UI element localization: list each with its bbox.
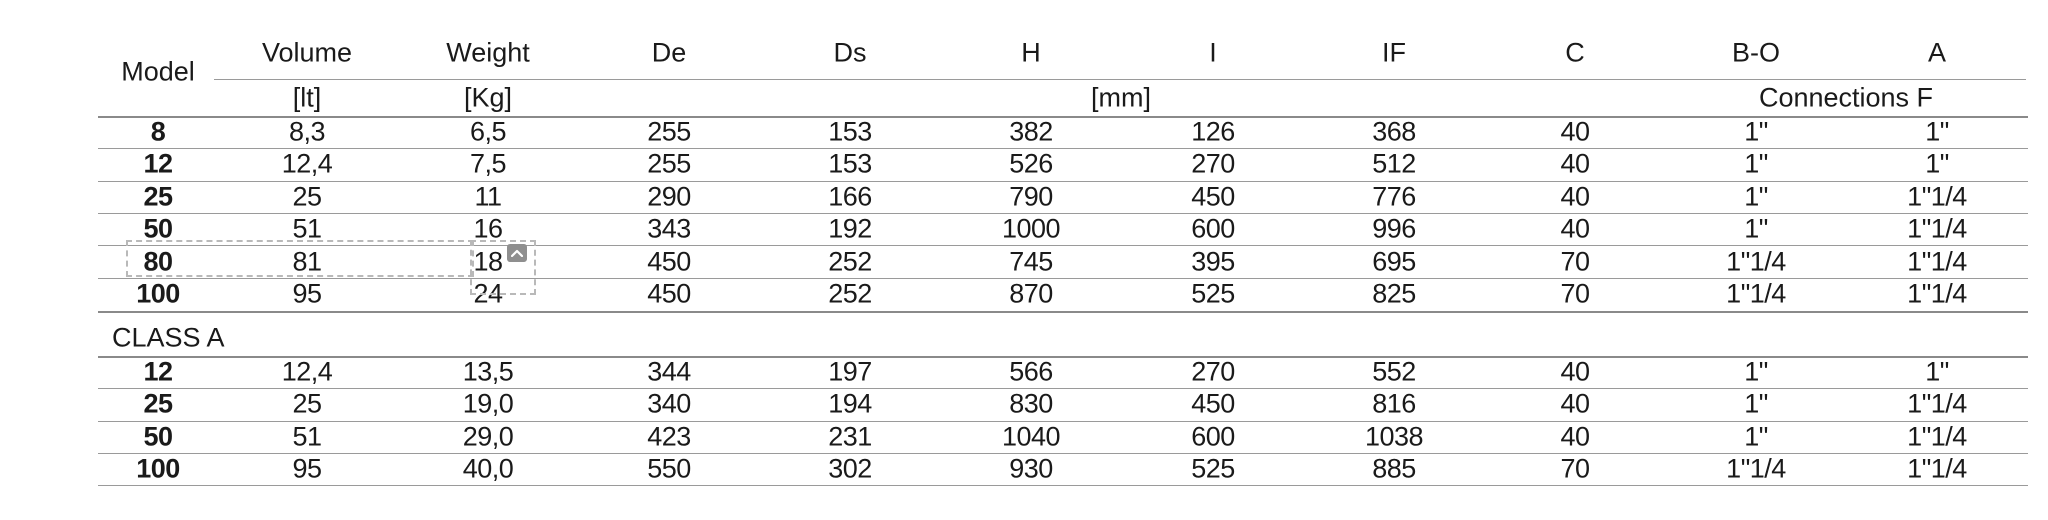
cell-model: 25 xyxy=(143,181,173,212)
cell-i: 126 xyxy=(1191,116,1235,147)
cell-c: 70 xyxy=(1560,246,1590,277)
row-divider xyxy=(98,388,2028,389)
cell-volume: 12,4 xyxy=(281,356,333,387)
cell-ds: 166 xyxy=(828,181,872,212)
header-ds: Ds xyxy=(833,37,867,68)
cell-volume: 25 xyxy=(292,181,322,212)
cell-de: 255 xyxy=(647,148,691,179)
cell-i: 270 xyxy=(1191,148,1235,179)
cell-model: 8 xyxy=(150,116,166,147)
class-a-label: CLASS A xyxy=(112,322,225,353)
cell-de: 290 xyxy=(647,181,691,212)
cell-if: 368 xyxy=(1372,116,1416,147)
cell-if: 816 xyxy=(1372,388,1416,419)
cell-i: 600 xyxy=(1191,213,1235,244)
cell-if: 776 xyxy=(1372,181,1416,212)
cell-if: 996 xyxy=(1372,213,1416,244)
cell-b-o: 1"1/4 xyxy=(1726,453,1786,484)
header-b-o: B-O xyxy=(1731,37,1781,68)
cell-a: 1"1/4 xyxy=(1907,421,1967,452)
header-c: C xyxy=(1565,37,1585,68)
cell-de: 450 xyxy=(647,278,691,309)
unit-connections: Connections F xyxy=(1758,82,1934,113)
cell-weight: 40,0 xyxy=(462,453,514,484)
cell-b-o: 1" xyxy=(1744,356,1768,387)
header-a: A xyxy=(1927,37,1947,68)
cell-c: 40 xyxy=(1560,213,1590,244)
cell-h: 745 xyxy=(1009,246,1053,277)
cell-a: 1"1/4 xyxy=(1907,278,1967,309)
cell-if: 885 xyxy=(1372,453,1416,484)
cell-b-o: 1"1/4 xyxy=(1726,246,1786,277)
cell-c: 70 xyxy=(1560,453,1590,484)
cell-ds: 197 xyxy=(828,356,872,387)
cell-weight: 19,0 xyxy=(462,388,514,419)
cell-c: 40 xyxy=(1560,116,1590,147)
header-de: De xyxy=(651,37,687,68)
cell-ds: 252 xyxy=(828,278,872,309)
cell-a: 1" xyxy=(1925,148,1949,179)
cell-model: 100 xyxy=(136,453,180,484)
cell-b-o: 1"1/4 xyxy=(1726,278,1786,309)
cell-volume: 81 xyxy=(292,246,322,277)
cell-ds: 153 xyxy=(828,148,872,179)
cell-h: 790 xyxy=(1009,181,1053,212)
cell-h: 566 xyxy=(1009,356,1053,387)
cell-model: 50 xyxy=(143,213,173,244)
chevron-up-icon xyxy=(511,249,523,257)
cell-c: 70 xyxy=(1560,278,1590,309)
row-divider xyxy=(98,181,2028,182)
class-a-top-rule xyxy=(98,356,2028,358)
cell-b-o: 1" xyxy=(1744,116,1768,147)
cell-h: 526 xyxy=(1009,148,1053,179)
header-weight: Weight xyxy=(446,37,530,68)
cell-model: 80 xyxy=(143,246,173,277)
cell-ds: 194 xyxy=(828,388,872,419)
cell-if: 512 xyxy=(1372,148,1416,179)
cell-ds: 252 xyxy=(828,246,872,277)
cell-ds: 231 xyxy=(828,421,872,452)
cell-b-o: 1" xyxy=(1744,388,1768,419)
cell-ds: 192 xyxy=(828,213,872,244)
cell-h: 1040 xyxy=(1001,421,1061,452)
cell-weight: 13,5 xyxy=(462,356,514,387)
cell-if: 1038 xyxy=(1364,421,1424,452)
row-divider xyxy=(98,421,2028,422)
cell-a: 1"1/4 xyxy=(1907,388,1967,419)
header-volume: Volume xyxy=(261,37,353,68)
cell-if: 695 xyxy=(1372,246,1416,277)
cell-weight: 18 xyxy=(473,246,503,277)
cell-model: 100 xyxy=(136,278,180,309)
cell-weight: 11 xyxy=(474,181,502,212)
cell-b-o: 1" xyxy=(1744,213,1768,244)
cell-i: 450 xyxy=(1191,181,1235,212)
unit-weight: [Kg] xyxy=(463,82,513,113)
cell-a: 1"1/4 xyxy=(1907,246,1967,277)
cell-model: 50 xyxy=(143,421,173,452)
cell-h: 870 xyxy=(1009,278,1053,309)
cell-h: 830 xyxy=(1009,388,1053,419)
cell-i: 600 xyxy=(1191,421,1235,452)
cell-h: 930 xyxy=(1009,453,1053,484)
cell-c: 40 xyxy=(1560,181,1590,212)
cell-c: 40 xyxy=(1560,421,1590,452)
cell-weight: 7,5 xyxy=(469,148,507,179)
cell-i: 525 xyxy=(1191,278,1235,309)
unit-dimensions: [mm] xyxy=(1091,82,1151,113)
cell-if: 825 xyxy=(1372,278,1416,309)
cell-i: 525 xyxy=(1191,453,1235,484)
cell-b-o: 1" xyxy=(1744,148,1768,179)
cell-a: 1" xyxy=(1925,356,1949,387)
row-divider xyxy=(98,485,2028,486)
cell-a: 1" xyxy=(1925,116,1949,147)
collapse-button[interactable] xyxy=(507,244,527,262)
unit-volume: [lt] xyxy=(292,82,322,113)
cell-de: 450 xyxy=(647,246,691,277)
cell-de: 340 xyxy=(647,388,691,419)
table-section-rule xyxy=(98,311,2028,313)
cell-model: 12 xyxy=(143,356,173,387)
cell-weight: 16 xyxy=(473,213,503,244)
cell-b-o: 1" xyxy=(1744,421,1768,452)
cell-model: 12 xyxy=(143,148,173,179)
cell-weight: 6,5 xyxy=(469,116,507,147)
cell-de: 344 xyxy=(647,356,691,387)
cell-volume: 12,4 xyxy=(281,148,333,179)
header-divider xyxy=(214,79,2026,80)
cell-c: 40 xyxy=(1560,388,1590,419)
cell-i: 270 xyxy=(1191,356,1235,387)
header-if: IF xyxy=(1382,37,1406,68)
cell-i: 395 xyxy=(1191,246,1235,277)
cell-i: 450 xyxy=(1191,388,1235,419)
table-top-rule xyxy=(98,116,2028,118)
cell-volume: 25 xyxy=(292,388,322,419)
row-divider xyxy=(98,148,2028,149)
cell-c: 40 xyxy=(1560,356,1590,387)
cell-a: 1"1/4 xyxy=(1907,213,1967,244)
cell-weight: 24 xyxy=(473,278,503,309)
header-h: H xyxy=(1021,37,1041,68)
row-divider xyxy=(98,213,2028,214)
cell-b-o: 1" xyxy=(1744,181,1768,212)
cell-weight: 29,0 xyxy=(462,421,514,452)
cell-volume: 95 xyxy=(292,278,322,309)
cell-a: 1"1/4 xyxy=(1907,181,1967,212)
cell-c: 40 xyxy=(1560,148,1590,179)
header-model: Model xyxy=(121,56,195,87)
cell-model: 25 xyxy=(143,388,173,419)
cell-de: 343 xyxy=(647,213,691,244)
cell-de: 255 xyxy=(647,116,691,147)
cell-volume: 51 xyxy=(292,213,322,244)
cell-ds: 302 xyxy=(828,453,872,484)
cell-volume: 51 xyxy=(292,421,322,452)
cell-volume: 95 xyxy=(292,453,322,484)
cell-h: 1000 xyxy=(1001,213,1061,244)
cell-if: 552 xyxy=(1372,356,1416,387)
cell-h: 382 xyxy=(1009,116,1053,147)
cell-a: 1"1/4 xyxy=(1907,453,1967,484)
cell-de: 423 xyxy=(647,421,691,452)
cell-ds: 153 xyxy=(828,116,872,147)
cell-volume: 8,3 xyxy=(288,116,326,147)
cell-de: 550 xyxy=(647,453,691,484)
header-i: I xyxy=(1209,37,1217,68)
